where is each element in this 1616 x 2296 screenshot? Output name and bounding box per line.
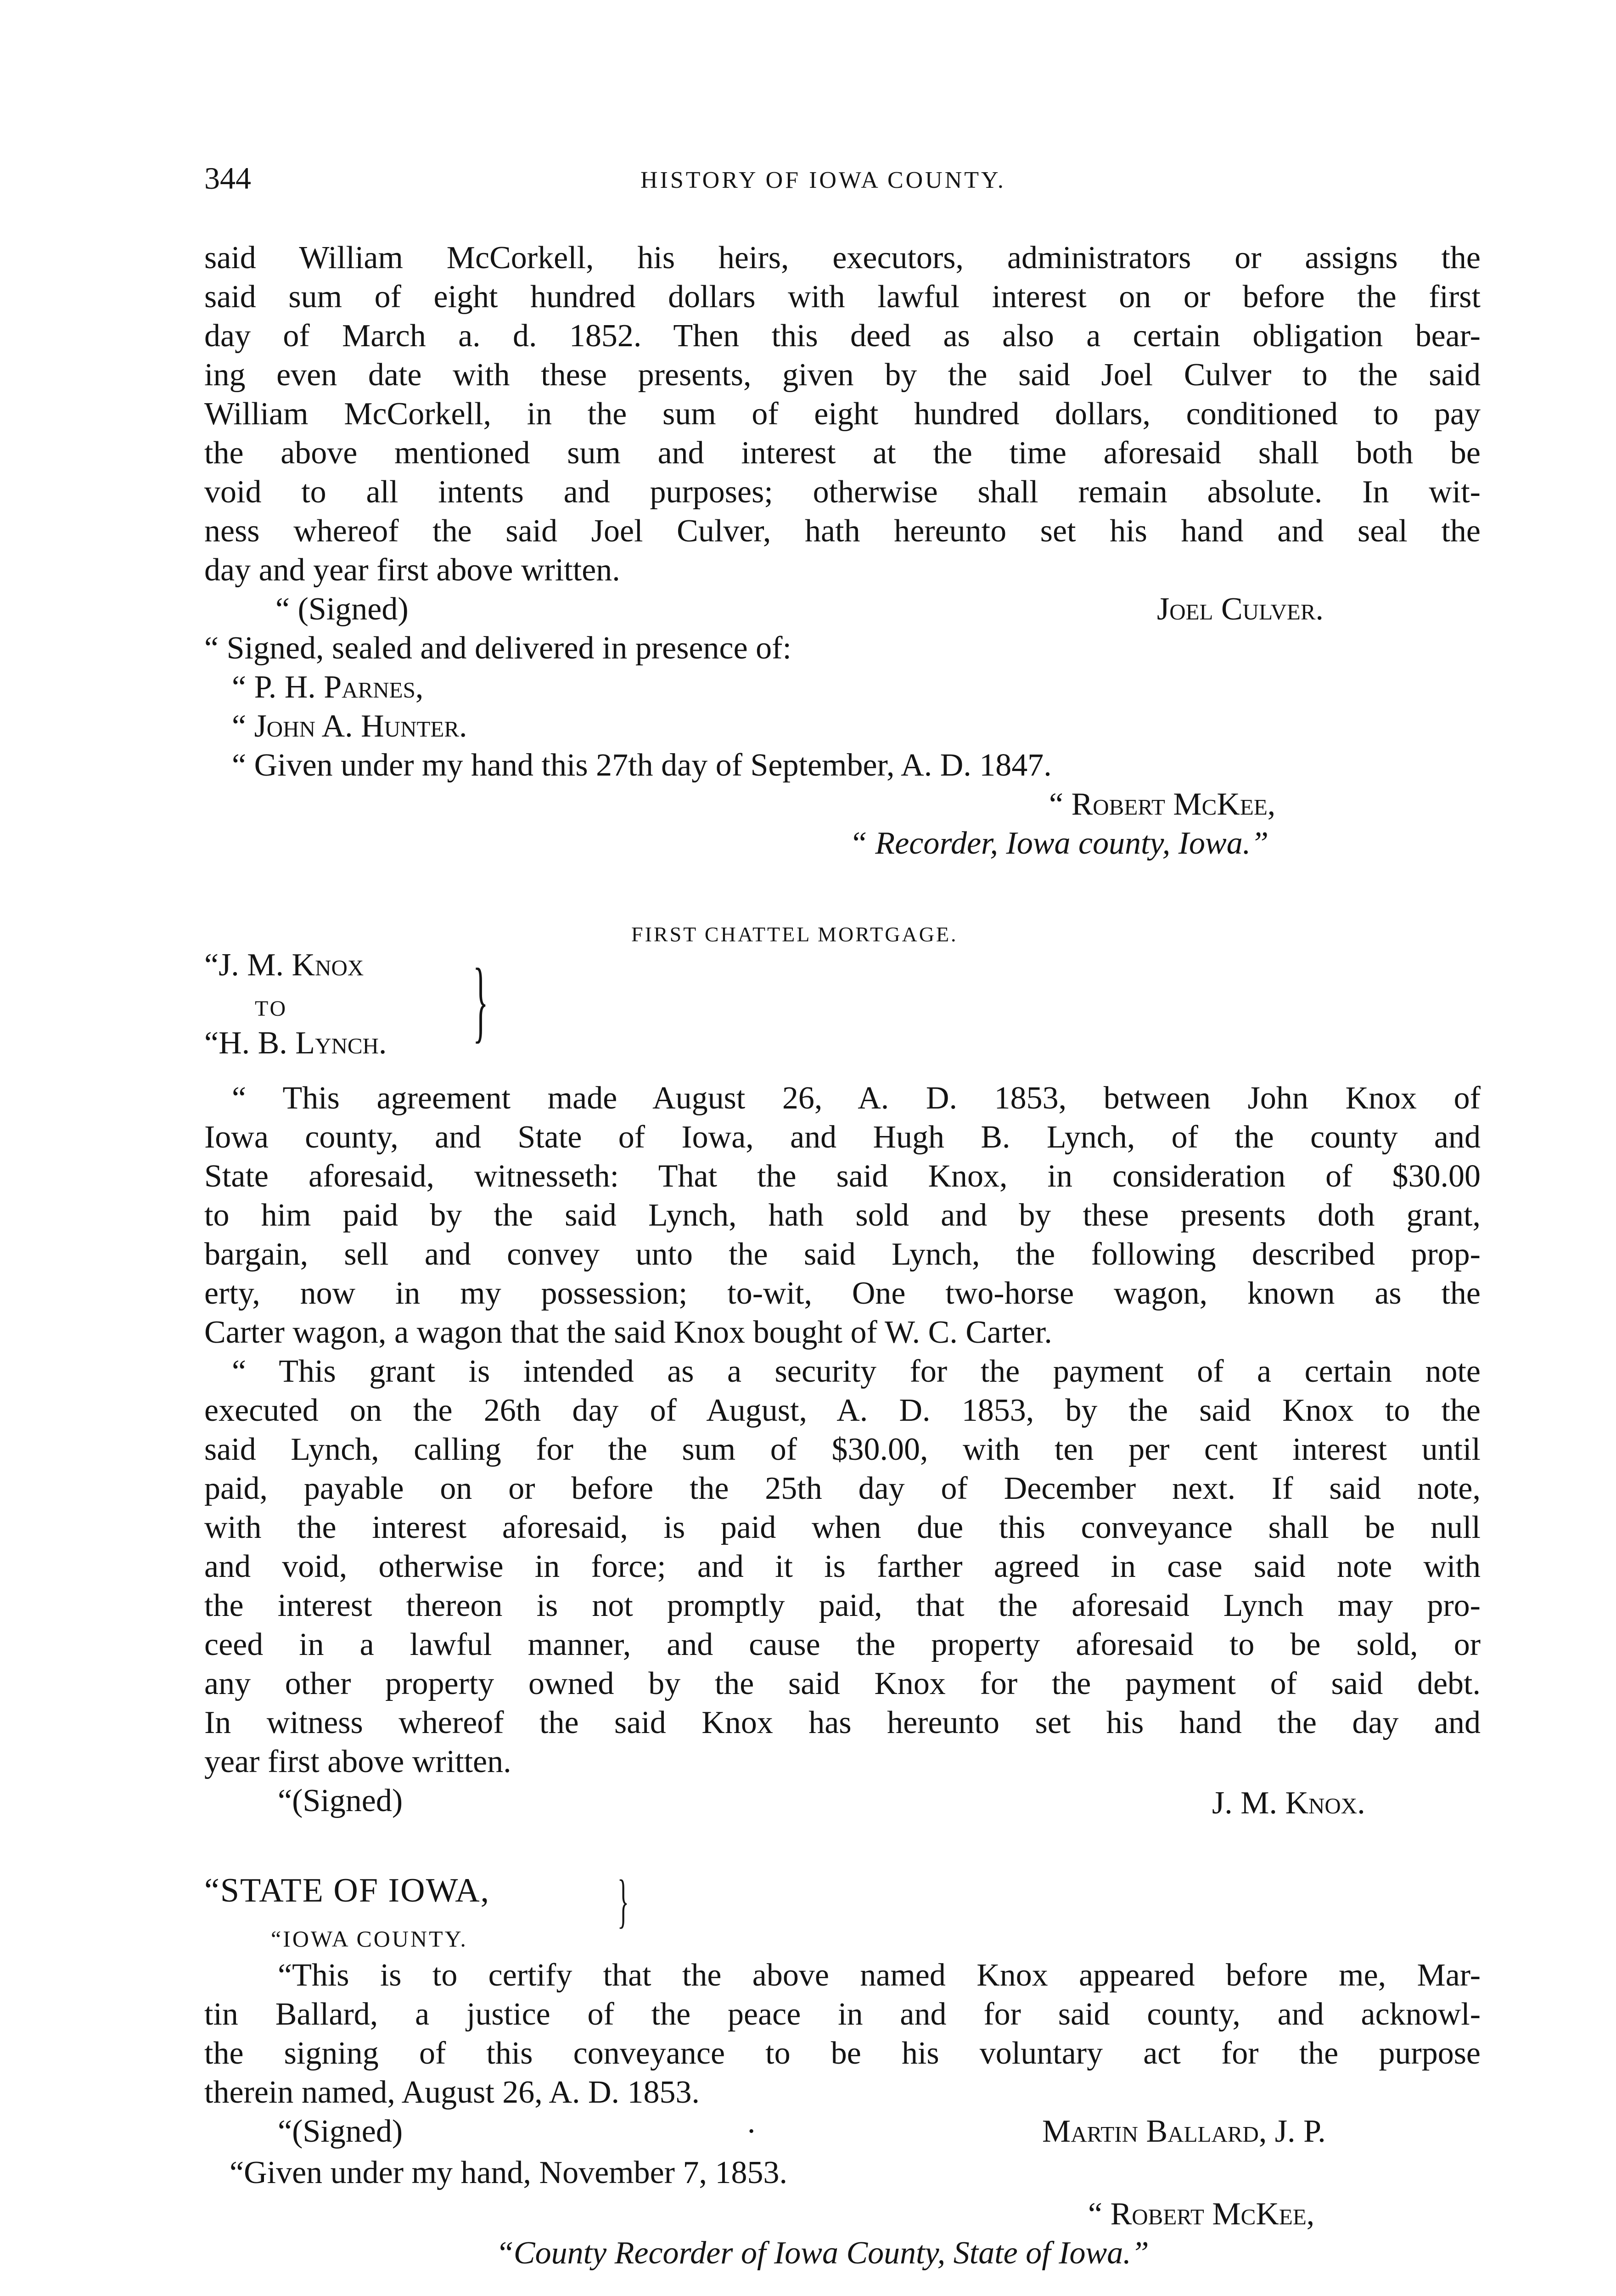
party-name: “H. B. Lynch. <box>204 1025 387 1061</box>
page-number: 344 <box>204 161 251 196</box>
text-line: void to all intents and purposes; otherwise shall remain absolute. In wit- <box>204 474 1481 510</box>
dot-mark: · <box>746 2114 757 2149</box>
witness-name: “ John A. Hunter. <box>232 709 467 744</box>
brace-glyph: } <box>617 1868 629 1934</box>
text-line: tin Ballard, a justice of the peace in and for said county, and acknowl- <box>204 1997 1481 2032</box>
given-line: “Given under my hand, November 7, 1853. <box>230 2155 787 2190</box>
venue-county: “IOWA COUNTY. <box>271 1926 468 1952</box>
text-line: executed on the 26th day of August, A. D. 1853, by the said Knox to the <box>204 1393 1481 1428</box>
text-line: erty, now in my possession; to-wit, One two-horse wagon, known as the <box>204 1276 1481 1311</box>
brace-glyph: } <box>473 950 488 1052</box>
text-line: day of March a. d. 1852. Then this deed as also a certain obligation bear- <box>204 318 1481 354</box>
text-line: the above mentioned sum and interest at the time aforesaid shall both be <box>204 435 1481 471</box>
to-label: TO <box>255 996 288 1021</box>
justice-signer: Martin Ballard, J. P. <box>1042 2114 1326 2149</box>
text-line: with the interest aforesaid, is paid when due this conveyance shall be null <box>204 1510 1481 1545</box>
recorder-title: “ Recorder, Iowa county, Iowa.” <box>849 826 1269 861</box>
recorder-name: “ Robert McKee, <box>1049 787 1276 822</box>
venue-state: “STATE OF IOWA, <box>204 1872 490 1909</box>
text-line: “ This agreement made August 26, A. D. 1853, between John Knox of <box>232 1080 1481 1116</box>
text-line: said sum of eight hundred dollars with lawful interest on or before the first <box>204 279 1481 315</box>
text-line: ness whereof the said Joel Culver, hath hereunto set his hand and seal the <box>204 513 1481 549</box>
text-line: Carter wagon, a wagon that the said Knox bought of W. C. Carter. <box>204 1315 1052 1350</box>
text-line: In witness whereof the said Knox has hereunto set his hand the day and <box>204 1705 1481 1740</box>
text-line: the interest thereon is not promptly paid, that the aforesaid Lynch may pro- <box>204 1588 1481 1623</box>
signed-label: “ (Signed) <box>275 591 409 627</box>
recorder-name: “ Robert McKee, <box>1088 2196 1315 2232</box>
text-line: therein named, August 26, A. D. 1853. <box>204 2075 700 2110</box>
signed-label: “(Signed) <box>278 2114 403 2149</box>
text-line: year first above written. <box>204 1744 511 1779</box>
text-line: ing even date with these presents, given by the said Joel Culver to the said <box>204 357 1481 393</box>
text-line: “This is to certify that the above named Knox appeared before me, Mar- <box>278 1958 1481 1993</box>
text-line: any other property owned by the said Knox for the payment of said debt. <box>204 1666 1481 1701</box>
text-line: to him paid by the said Lynch, hath sold and by these presents doth grant, <box>204 1198 1481 1233</box>
witness-name: “ P. H. Parnes, <box>232 670 424 705</box>
text-line: Iowa county, and State of Iowa, and Hugh B. Lynch, of the county and <box>204 1120 1481 1155</box>
text-line: William McCorkell, in the sum of eight hundred dollars, conditioned to pay <box>204 396 1481 432</box>
text-line: ceed in a lawful manner, and cause the property aforesaid to be sold, or <box>204 1627 1481 1662</box>
signed-label: “(Signed) <box>278 1783 403 1818</box>
text-line: the signing of this conveyance to be his voluntary act for the purpose <box>204 2036 1481 2071</box>
text-line: bargain, sell and convey unto the said Lynch, the following described prop- <box>204 1237 1481 1272</box>
party-name: “J. M. Knox <box>204 947 364 983</box>
text-line: State aforesaid, witnesseth: That the said Knox, in consideration of $30.00 <box>204 1159 1481 1194</box>
section-heading: FIRST CHATTEL MORTGAGE. <box>631 923 958 946</box>
deed-signer: Joel Culver. <box>1157 591 1324 627</box>
presence-line: “ Signed, sealed and delivered in presence of: <box>204 630 791 666</box>
recorder-title: “County Recorder of Iowa County, State of Iowa.” <box>496 2235 1149 2271</box>
given-line: “ Given under my hand this 27th day of September, A. D. 1847. <box>232 748 1052 783</box>
text-line: said William McCorkell, his heirs, executors, administrators or assigns the <box>204 240 1481 276</box>
text-line: day and year first above written. <box>204 552 620 588</box>
text-line: paid, payable on or before the 25th day of December next. If said note, <box>204 1471 1481 1506</box>
text-line: “ This grant is intended as a security for the payment of a certain note <box>232 1354 1481 1389</box>
mortgage-signer: J. M. Knox. <box>1212 1785 1365 1821</box>
text-line: and void, otherwise in force; and it is farther agreed in case said note with <box>204 1549 1481 1584</box>
running-title: HISTORY OF IOWA COUNTY. <box>640 167 1006 193</box>
text-line: said Lynch, calling for the sum of $30.00, with ten per cent interest until <box>204 1432 1481 1467</box>
